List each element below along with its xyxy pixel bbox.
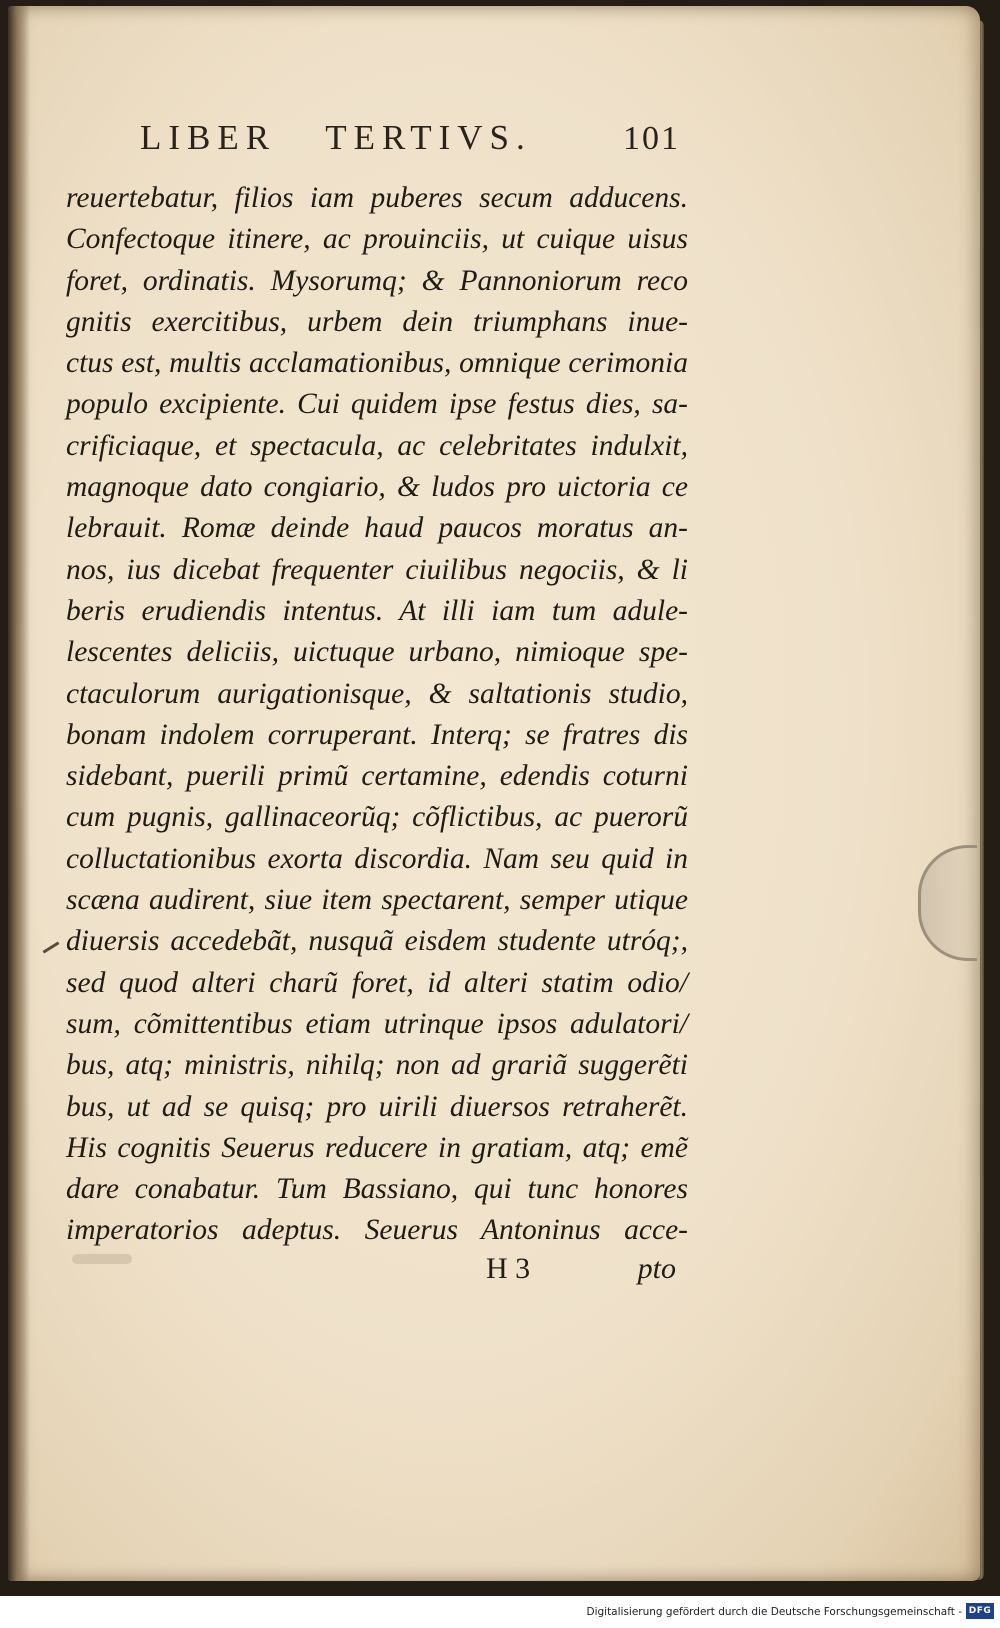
text-line: bus, atq; ministris, nihilq; non ad grariã suggerẽti bbox=[66, 1049, 688, 1082]
signature-mark: H 3 bbox=[486, 1252, 531, 1285]
text-line: scæna audirent, siue item spectarent, semper utique bbox=[66, 884, 688, 917]
running-title: LIBER TERTIVS. bbox=[140, 118, 532, 157]
text-line: His cognitis Seuerus reducere in gratiam, atq; emẽ bbox=[66, 1131, 688, 1164]
text-line: dare conabatur. Tum Bassiano, qui tunc honores bbox=[66, 1173, 688, 1206]
text-line: gnitis exercitibus, urbem dein triumphans inue- bbox=[66, 305, 688, 338]
page-gutter bbox=[8, 6, 30, 1581]
signature-line bbox=[486, 1252, 676, 1296]
text-line: sidebant, puerili primũ certamine, edendis coturni bbox=[66, 760, 688, 793]
text-line: Confectoque itinere, ac prouinciis, ut cuique uisus bbox=[66, 223, 688, 256]
text-line: colluctationibus exorta discordia. Nam seu quid in bbox=[66, 842, 688, 875]
text-line: foret, ordinatis. Mysorumq; & Pannoniorum reco bbox=[66, 264, 688, 297]
text-line: cum pugnis, gallinaceorũq; cõflictibus, ac puerorũ bbox=[66, 801, 688, 834]
dfg-logo-icon: DFG bbox=[966, 1603, 994, 1619]
text-line: nos, ius dicebat frequenter ciuilibus negociis, & li bbox=[66, 553, 688, 586]
ink-smudge bbox=[72, 1254, 132, 1264]
text-line: lebrauit. Romæ deinde haud paucos moratus an- bbox=[66, 512, 688, 545]
text-line: magnoque dato congiario, & ludos pro uictoria ce bbox=[66, 471, 688, 504]
page-header bbox=[140, 118, 680, 168]
text-line: beris erudiendis intentus. At illi iam tum adule- bbox=[66, 594, 688, 627]
text-line: crificiaque, et spectacula, ac celebritates indulxit, bbox=[66, 429, 688, 462]
text-line: sum, cõmittentibus etiam utrinque ipsos adulatori/ bbox=[66, 1007, 688, 1040]
text-line: sed quod alteri charũ foret, id alteri statim odio/ bbox=[66, 966, 688, 999]
text-line: diuersis accedebãt, nusquã eisdem studente utróq;, bbox=[66, 925, 688, 958]
catchword: pto bbox=[637, 1252, 676, 1285]
text-line: bonam indolem corruperant. Interq; se fratres dis bbox=[66, 718, 688, 751]
funding-credit: Digitalisierung gefördert durch die Deutsche Forschungsgemeinschaft - bbox=[586, 1606, 962, 1618]
text-line: populo excipiente. Cui quidem ipse festus dies, sa- bbox=[66, 388, 688, 421]
page-number: 101 bbox=[623, 120, 680, 157]
text-line: lescentes deliciis, uictuque urbano, nimioque spe- bbox=[66, 636, 688, 669]
text-line: imperatorios adeptus. Seuerus Antoninus acce- bbox=[66, 1214, 688, 1247]
body-text bbox=[66, 178, 688, 1252]
text-line: bus, ut ad se quisq; pro uirili diuersos retraherẽt. bbox=[66, 1090, 688, 1123]
text-line: ctaculorum aurigationisque, & saltationis studio, bbox=[66, 677, 688, 710]
text-line: reuertebatur, filios iam puberes secum adducens. bbox=[66, 182, 688, 214]
text-line: ctus est, multis acclamationibus, omnique cerimonia bbox=[66, 347, 688, 380]
